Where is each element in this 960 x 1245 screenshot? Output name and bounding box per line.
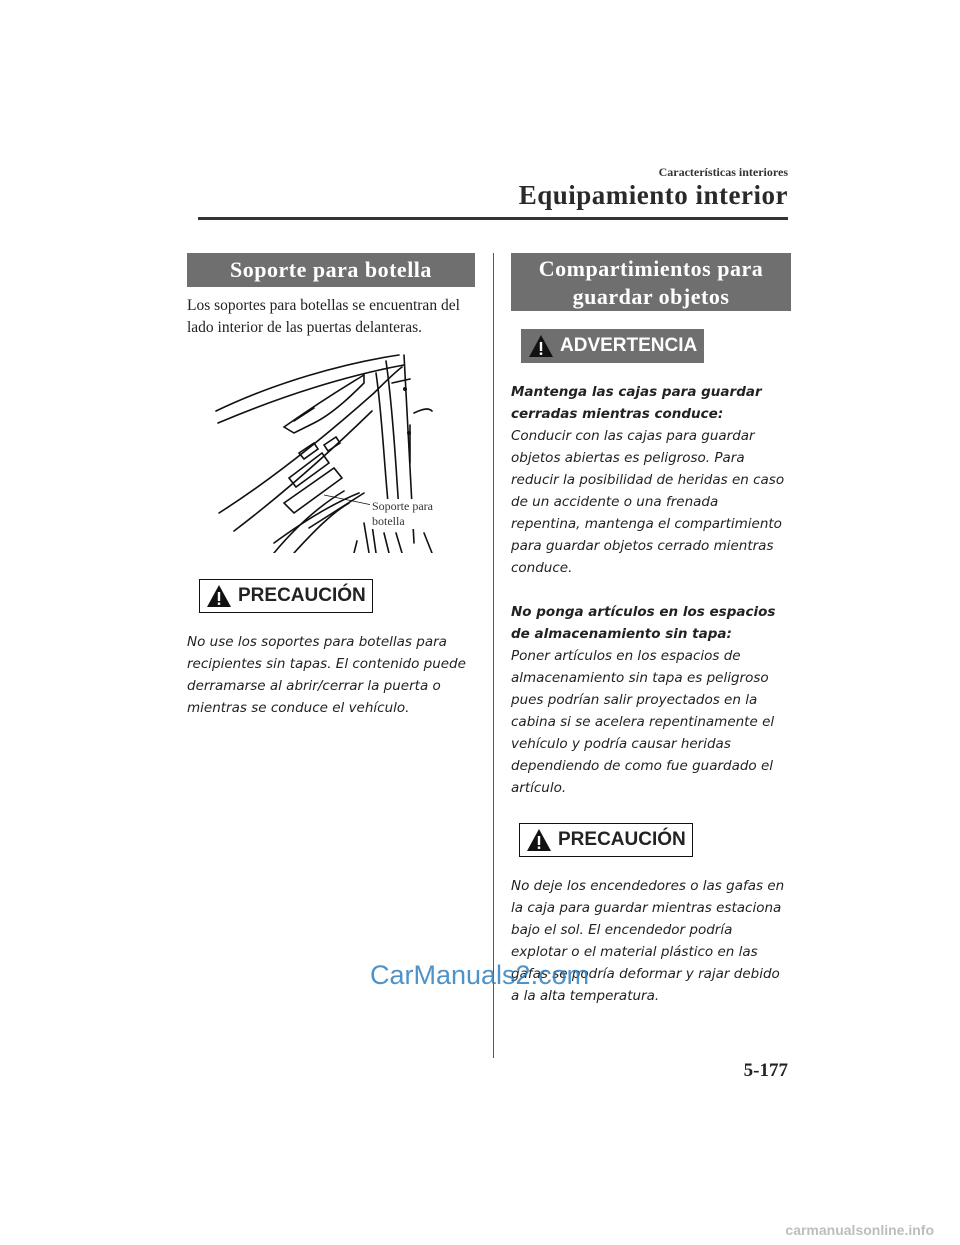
left-column [187,253,475,719]
caution-badge [519,823,693,857]
warning2-text: Poner artículos en los espacios de almacenamiento sin tapa es peligroso pues podrían salir proyectados en la cabina si se acelera repentinamente el vehículo y podría causar heridas dependiendo de como fue guardado el artículo. [511,648,775,796]
bottle-holder-caution-text: No use los soportes para botellas para recipientes sin tapas. El contenido puede derramarse al abrir/cerrar la puerta o mientras se conduce el vehículo. [187,634,466,716]
caution-badge [199,579,373,613]
caution-label: PRECAUCIÓN [558,829,686,850]
page-number: 5-177 [743,1060,788,1081]
watermark: CarManuals2.com [370,960,590,990]
caution-label: PRECAUCIÓN [238,585,366,606]
right-column [511,253,791,1007]
warning1-text: Conducir con las cajas para guardar objetos abiertas es peligroso. Para reducir la posibilidad de heridas en caso de un accidente o una frenada repentina, mantenga el compartimiento para guardar objetos cerrado mientras conduce. [511,428,785,576]
chapter-title: Equipamiento interior [518,180,788,210]
warning-label: ADVERTENCIA [560,335,698,356]
warning-triangle-icon [528,334,554,358]
warning2-heading: No ponga artículos en los espacios de almacenamiento sin tapa: [511,604,776,642]
header-rule [198,217,788,220]
section-title-storage: Compartimientos para guardar objetos [511,253,791,311]
warning-badge [521,329,704,363]
warning-triangle-icon [206,584,232,608]
screw-dot [403,387,407,391]
chapter-subtitle: Características interiores [658,165,788,179]
warning1-heading: Mantenga las cajas para guardar cerradas mientras conduce: [511,384,762,422]
section-title-bottle-holder: Soporte para botella [187,253,475,287]
footer-url: carmanualsonline.info [785,1222,934,1238]
warning-triangle-icon [526,828,552,852]
callout-bottle-holder: Soporte para botella [370,499,461,529]
column-divider [493,253,494,1058]
door-bottle-holder-illustration [214,353,461,553]
storage-caution-text: No deje los encendedores o las gafas en la caja para guardar mientras estaciona bajo el sol. El encendedor podría explotar o el material plástico en las gafas se podría deformar y rajar debido a la alta temperatura. [511,878,785,1004]
screw-dot [407,431,411,435]
bottle-holder-intro: Los soportes para botellas se encuentran del lado interior de las puertas delanteras. [187,297,460,336]
